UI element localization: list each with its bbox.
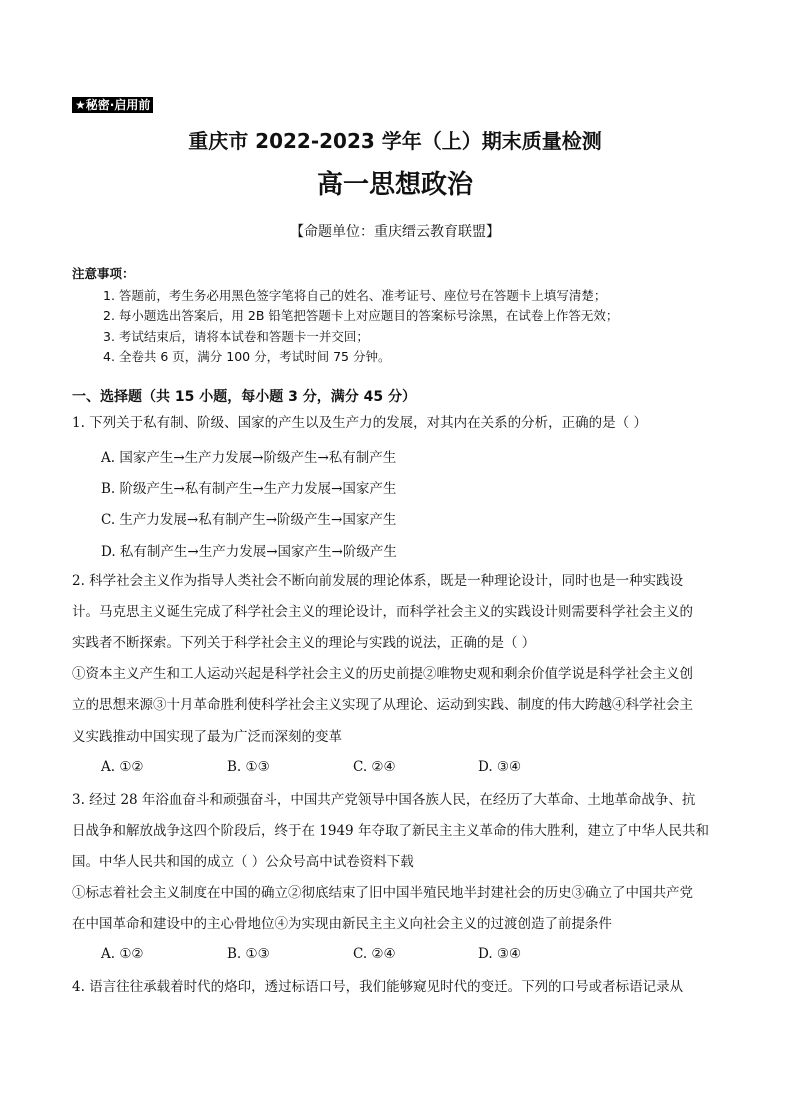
notice-heading: 注意事项：	[72, 266, 135, 281]
question-2-line: 实践者不断探索。下列关于科学社会主义的理论与实践的说法，正确的是（ ）	[72, 635, 536, 651]
question-1-stem: 1. 下列关于私有制、阶级、国家的产生以及生产力的发展，对其内在关系的分析，正确的是（ ）	[72, 415, 647, 431]
question-2-line: 2. 科学社会主义作为指导人类社会不断向前发展的理论体系，既是一种理论设计，同时也是一种实践设	[72, 573, 684, 589]
confidential-badge: ★秘密·启用前	[72, 97, 153, 113]
subject-title: 高一思想政治	[316, 170, 473, 200]
q2-option-c: C. ②④	[353, 759, 396, 775]
q2-option-b: B. ①③	[227, 759, 270, 775]
q3-option-a: A. ①②	[101, 946, 144, 962]
issuing-unit: 【命题单位：重庆缙云教育联盟】	[290, 224, 500, 240]
q3-option-d: D. ③④	[478, 946, 522, 962]
q1-option-a: A. 国家产生→生产力发展→阶级产生→私有制产生	[101, 450, 397, 466]
question-4-line: 4. 语言往往承载着时代的烙印，透过标语口号，我们能够窥见时代的变迁。下列的口号或者标语记录从	[72, 979, 684, 995]
question-2-line: ①资本主义产生和工人运动兴起是科学社会主义的历史前提②唯物史观和剩余价值学说是科学社会主义创	[72, 666, 693, 682]
question-2-line: 义实践推动中国实现了最为广泛而深刻的变革	[72, 729, 342, 745]
question-3-line: 3. 经过 28 年浴血奋斗和顽强奋斗，中国共产党领导中国各族人民，在经历了大革命、土地革命战争、抗	[72, 792, 696, 808]
notice-item: 3. 考试结束后，请将本试卷和答题卡一并交回；	[103, 329, 369, 344]
question-3-line: 日战争和解放战争这四个阶段后，终于在 1949 年夺取了新民主主义革命的伟大胜利，建立了中华人民共和	[72, 823, 709, 839]
question-3-line: ①标志着社会主义制度在中国的确立②彻底结束了旧中国半殖民地半封建社会的历史③确立了中国共产党	[72, 885, 693, 901]
notice-item: 1. 答题前，考生务必用黑色签字笔将自己的姓名、准考证号、座位号在答题卡上填写清楚；	[103, 288, 607, 303]
notice-item: 4. 全卷共 6 页，满分 100 分，考试时间 75 分钟。	[103, 349, 391, 364]
q3-option-c: C. ②④	[353, 946, 396, 962]
q2-option-d: D. ③④	[478, 759, 522, 775]
notice-item: 2. 每小题选出答案后，用 2B 铅笔把答题卡上对应题目的答案标号涂黑，在试卷上作答无效；	[103, 308, 619, 323]
question-2-line: 计。马克思主义诞生完成了科学社会主义的理论设计，而科学社会主义的实践设计则需要科学社会主义的	[72, 604, 693, 620]
exam-title: 重庆市 2022-2023 学年（上）期末质量检测	[188, 129, 602, 153]
question-2-line: 立的思想来源③十月革命胜利使科学社会主义实现了从理论、运动到实践、制度的伟大跨越④科学社会主	[72, 697, 693, 713]
question-3-line: 国。中华人民共和国的成立（ ）公众号高中试卷资料下载	[72, 854, 414, 870]
q3-option-b: B. ①③	[227, 946, 270, 962]
q2-option-a: A. ①②	[101, 759, 144, 775]
q1-option-d: D. 私有制产生→生产力发展→国家产生→阶级产生	[101, 544, 397, 560]
q1-option-c: C. 生产力发展→私有制产生→阶级产生→国家产生	[101, 512, 397, 528]
question-3-line: 在中国革命和建设中的主心骨地位④为实现由新民主主义向社会主义的过渡创造了前提条件	[72, 916, 612, 932]
q1-option-b: B. 阶级产生→私有制产生→生产力发展→国家产生	[101, 481, 397, 497]
section-heading: 一、选择题（共 15 小题，每小题 3 分，满分 45 分）	[72, 389, 416, 405]
